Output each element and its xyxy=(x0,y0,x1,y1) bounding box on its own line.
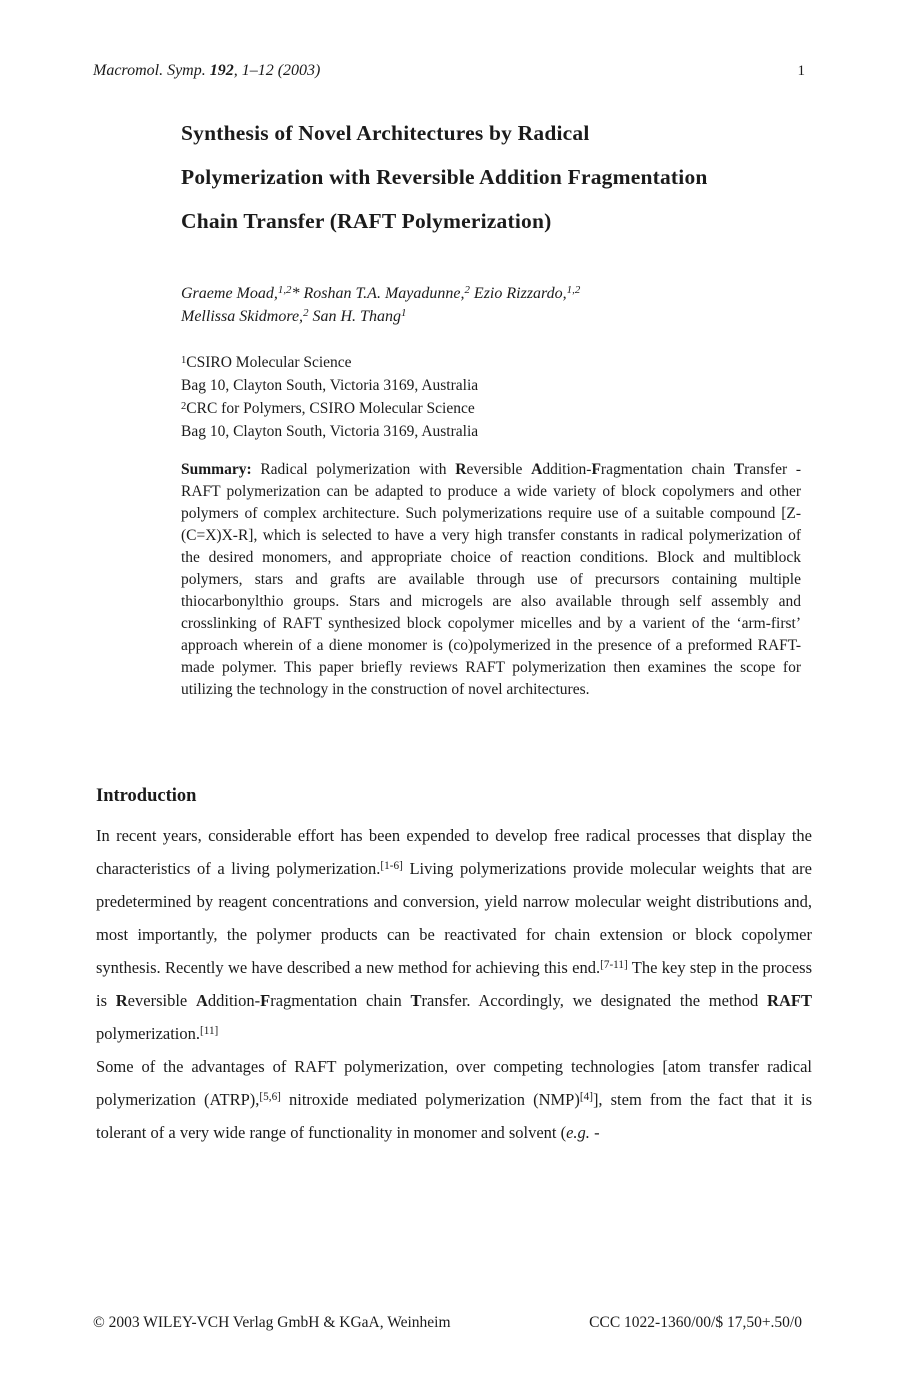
introduction-heading: Introduction xyxy=(96,786,197,806)
page-header xyxy=(93,62,805,80)
page-footer xyxy=(93,1314,802,1332)
title-line: Chain Transfer (RAFT Polymerization) xyxy=(181,209,552,233)
title-line: Polymerization with Reversible Addition Fragmentation xyxy=(181,165,708,189)
affiliations xyxy=(181,351,811,443)
author-line: Graeme Moad,$^{1,2}$* Roshan T.A. Mayadunne,$^2$ Ezio Rizzardo,$^{1,2}$ xyxy=(181,284,581,302)
affiliation-line: $^2$CRC for Polymers, CSIRO Molecular Science xyxy=(181,400,475,417)
journal-reference: Macromol. Symp. 192, 1–12 (2003) xyxy=(93,62,321,79)
affiliation-line: Bag 10, Clayton South, Victoria 3169, Australia xyxy=(181,423,479,440)
title-line: Synthesis of Novel Architectures by Radical xyxy=(181,121,590,145)
affiliation-line: Bag 10, Clayton South, Victoria 3169, Australia xyxy=(181,377,479,394)
introduction-section xyxy=(96,786,812,1149)
intro-paragraph-2: Some of the advantages of RAFT polymerization, over competing technologies [atom transfer radical polymerization (ATRP),[5,6] nitroxide mediated polymerization (NMP)[4]], stem from the fact that it is tolerant of a very wide range of functionality in monomer and solvent (e.g. - xyxy=(96,1057,813,1142)
intro-paragraph-1: In recent years, considerable effort has been expended to develop free radical processes that display the characteristics of a living polymerization.[1-6] Living polymerizations provide molecular weights that are predetermined by reagent concentrations and conversion, yield narrow molecular weight distributions and, most importantly, the polymer products can be reactivated for chain extension or block copolymer synthesis. Recently we have described a new method for achieving this end.[7-11] The key step in the process is Reversible Addition-Fragmentation chain Transfer. Accordingly, we designated the method RAFT polymerization.[11] xyxy=(96,826,812,1043)
page-number: 1 xyxy=(797,63,805,79)
paper-title xyxy=(181,111,831,243)
summary-paragraph: Summary: Radical polymerization with Reversible Addition-Fragmentation chain Transfer - RAFT polymerization can be adapted to produce a wide variety of block copolymers and other polymers of complex architecture. Such polymerizations require use of a suitable compound [Z-(C=X)X-R], which is selected to have a very high transfer constants in radical polymerization of the desired monomers, and appropriate choice of reaction conditions. Block and multiblock polymers, stars and grafts are available through use of precursors containing multiple thiocarbonylthio groups. Stars and microgels are also available through self assembly and crosslinking of RAFT synthesized block copolymer micelles and by a varient of the ‘arm-first’ approach wherein of a diene monomer is (co)polymerized in the presence of a preformed RAFT-made polymer. This paper briefly reviews RAFT polymerization then examines the scope for utilizing the technology in the construction of novel architectures. xyxy=(181,461,801,698)
ccc-code: CCC 1022-1360/00/$ 17,50+.50/0 xyxy=(589,1314,802,1331)
affiliation-line: $^1$CSIRO Molecular Science xyxy=(181,354,352,371)
copyright-text: © 2003 WILEY-VCH Verlag GmbH & KGaA, Weinheim xyxy=(93,1314,451,1331)
author-line: Mellissa Skidmore,$^2$ San H. Thang$^1$ xyxy=(181,307,407,325)
author-list xyxy=(181,282,811,328)
